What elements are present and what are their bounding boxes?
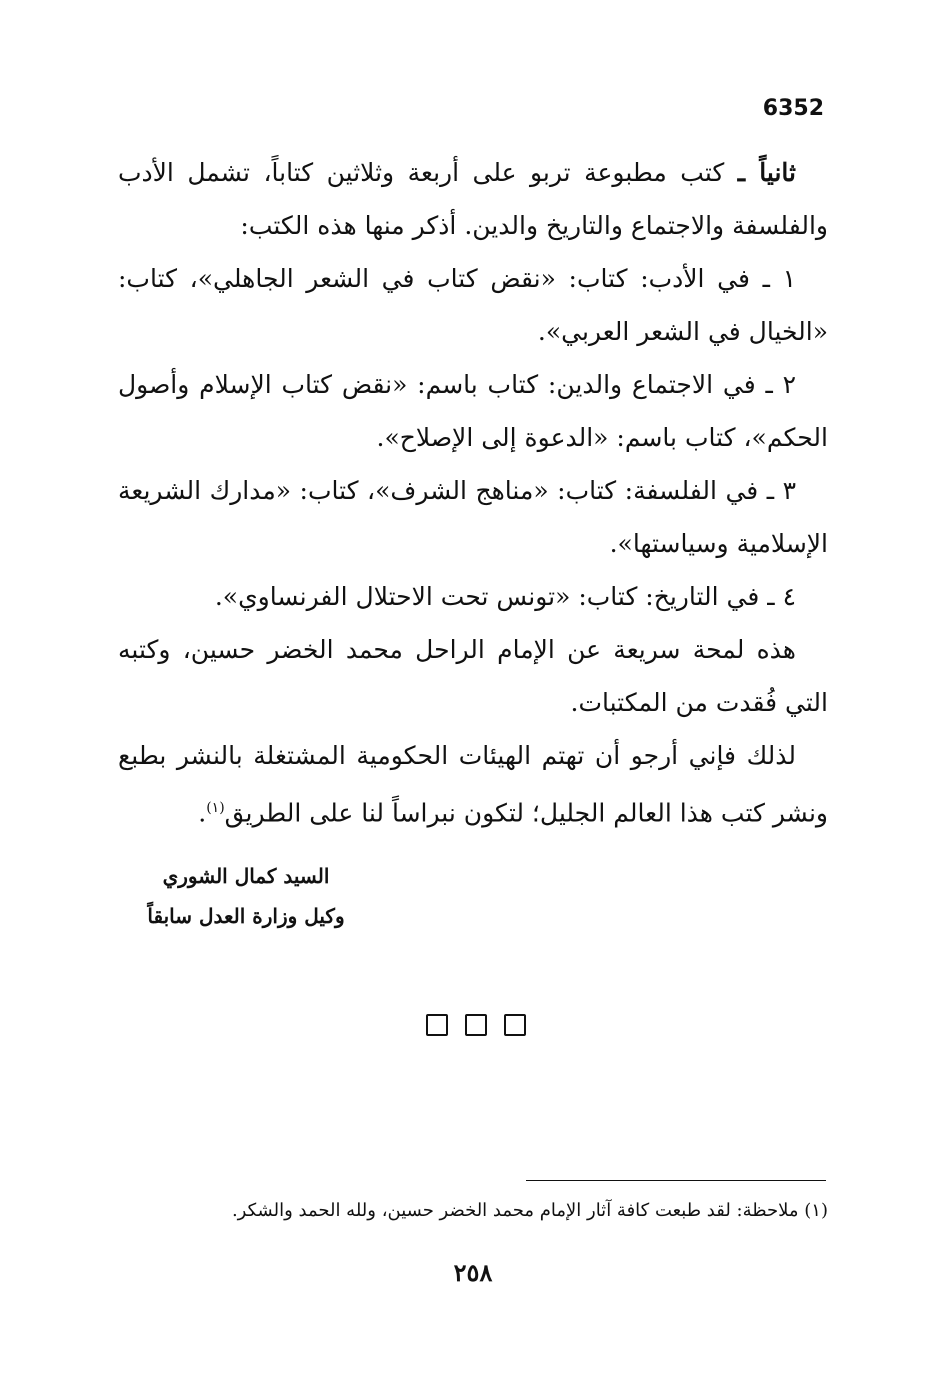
- appeal-end: .: [198, 798, 207, 828]
- signature-name: السيد كمال الشوري: [162, 864, 330, 888]
- signature-block: [106, 856, 386, 936]
- list-item-philosophy: ٣ ـ في الفلسفة: كتاب: «مناهج الشرف»، كتاب: «مدارك الشريعة الإسلامية وسياستها».: [118, 476, 828, 558]
- ornament-square-icon: [504, 1014, 526, 1036]
- footnote: [118, 1196, 828, 1226]
- list-item-society-religion: ٢ ـ في الاجتماع والدين: كتاب باسم: «نقض كتاب الإسلام وأصول الحكم»، كتاب باسم: «الدعوة إلى الإصلاح».: [118, 370, 828, 452]
- page-number: ٢٥٨: [453, 1258, 493, 1287]
- list-item-history: ٤ ـ في التاريخ: كتاب: «تونس تحت الاحتلال الفرنساوي».: [214, 582, 796, 611]
- paragraph-printed-books: [118, 146, 828, 252]
- top-reference-number: 6352: [762, 96, 824, 121]
- main-text: [118, 146, 828, 839]
- footnote-marker: (١): [804, 1200, 828, 1221]
- appeal-text: لذلك فإني أرجو أن تهتم الهيئات الحكومية المشتغلة بالنشر بطبع ونشر كتب هذا العالم الجليل؛ لتكون نبراساً لنا على الطريق: [118, 741, 828, 828]
- list-item-literature: ١ ـ في الأدب: كتاب: «نقض كتاب في الشعر الجاهلي»، كتاب: «الخيال في الشعر العربي».: [118, 264, 828, 346]
- paragraph-text: كتب مطبوعة تربو على أربعة وثلاثين كتاباً، تشمل الأدب والفلسفة والاجتماع والتاريخ والدين. أذكر منها هذه الكتب:: [118, 158, 828, 240]
- footnote-reference: (١): [206, 800, 225, 816]
- footnote-text: ملاحظة: لقد طبعت كافة آثار الإمام محمد الخضر حسين، ولله الحمد والشكر.: [231, 1200, 799, 1221]
- paragraph-appeal: [118, 729, 828, 839]
- ornament-square-icon: [465, 1014, 487, 1036]
- section-lead: ثانياً ـ: [737, 158, 796, 187]
- section-divider-ornament: [426, 1012, 526, 1038]
- paragraph-summary: هذه لمحة سريعة عن الإمام الراحل محمد الخضر حسين، وكتبه التي فُقدت من المكتبات.: [118, 635, 828, 717]
- ornament-square-icon: [426, 1014, 448, 1036]
- signature-title: وكيل وزارة العدل سابقاً: [147, 904, 345, 928]
- footnote-separator: [526, 1180, 826, 1181]
